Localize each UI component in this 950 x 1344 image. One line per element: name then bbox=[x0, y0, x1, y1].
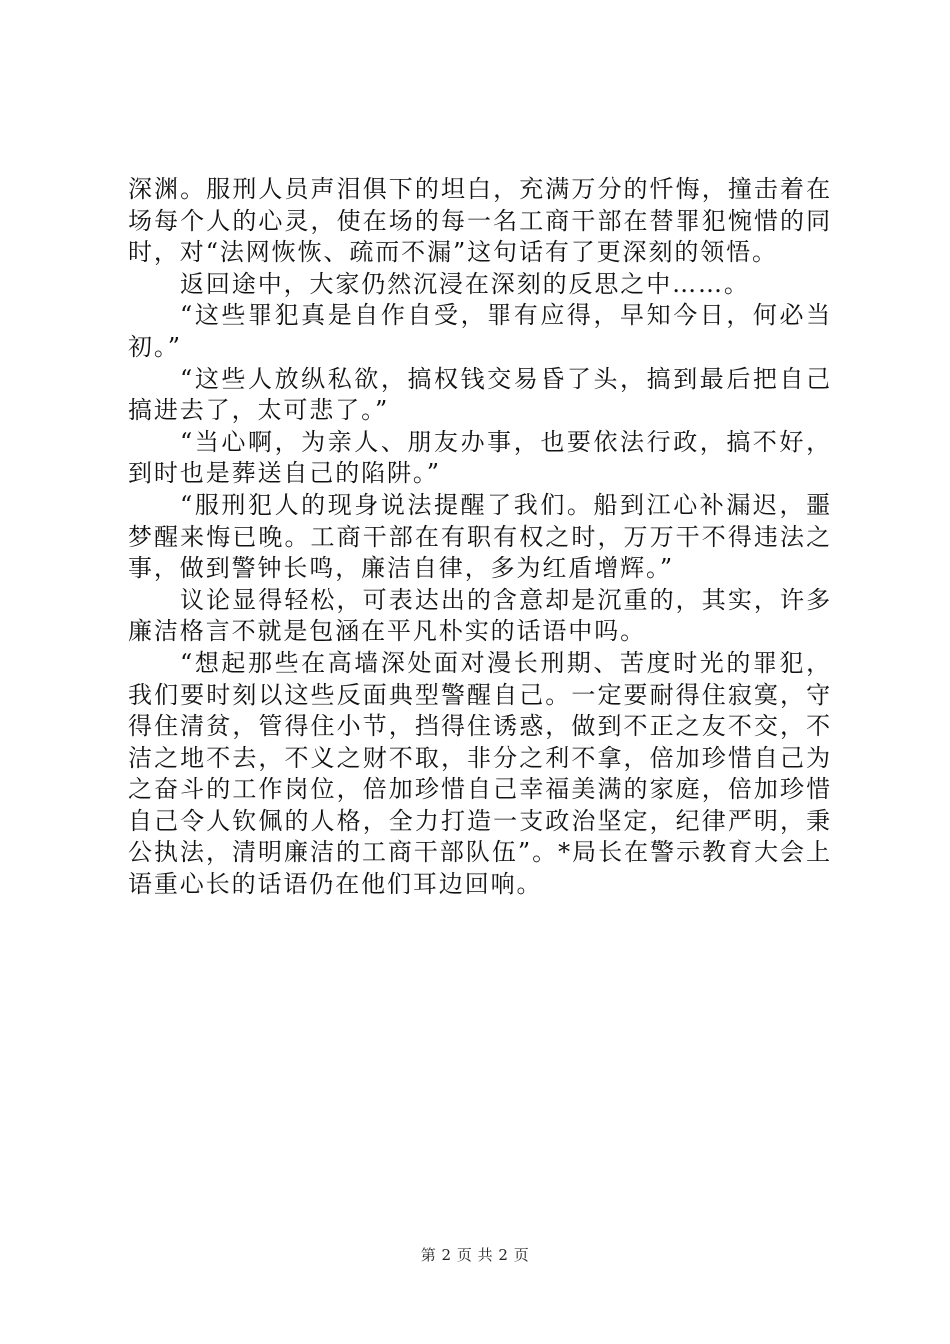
document-body bbox=[128, 174, 832, 901]
page-number-footer: 第 2 页 共 2 页 bbox=[420, 1246, 530, 1264]
paragraph-quote-4: “服刑犯人的现身说法提醒了我们。船到江心补漏迟，噩梦醒来悔已晚。工商干部在有职有权之时，万万干不得违法之事，做到警钟长鸣，廉洁自律，多为红盾增辉。” bbox=[128, 490, 832, 583]
paragraph-return-journey: 返回途中，大家仍然沉浸在深刻的反思之中……。 bbox=[180, 269, 750, 298]
paragraph-quote-2: “这些人放纵私欲，搞权钱交易昏了头，搞到最后把自己搞进去了，太可悲了。” bbox=[128, 364, 832, 425]
paragraph-director-quote: “想起那些在高墙深处面对漫长刑期、苦度时光的罪犯，我们要时刻以这些反面典型警醒自己。一定要耐得住寂寞，守得住清贫，管得住小节，挡得住诱惑，做到不正之友不交，不洁之地不去，不义之财不取，非分之利不拿，倍加珍惜自己为之奋斗的工作岗位，倍加珍惜自己幸福美满的家庭，倍加珍惜自己令人钦佩的人格，全力打造一支政治坚定，纪律严明，秉公执法，清明廉洁的工商干部队伍”。*局长在警示教育大会上语重心长的话语仍在他们耳边回响。 bbox=[128, 648, 832, 899]
paragraph-discussion: 议论显得轻松，可表达出的含意却是沉重的，其实，许多廉洁格言不就是包涵在平凡朴实的话语中吗。 bbox=[128, 585, 832, 646]
paragraph-quote-3: “当心啊，为亲人、朋友办事，也要依法行政，搞不好，到时也是葬送自己的陷阱。” bbox=[128, 427, 832, 488]
paragraph-continuation: 深渊。服刑人员声泪俱下的坦白，充满万分的忏悔，撞击着在场每个人的心灵，使在场的每一名工商干部在替罪犯惋惜的同时，对“法网恢恢、疏而不漏”这句话有了更深刻的领悟。 bbox=[128, 175, 832, 267]
paragraph-quote-1: “这些罪犯真是自作自受，罪有应得，早知今日，何必当初。” bbox=[128, 301, 832, 361]
